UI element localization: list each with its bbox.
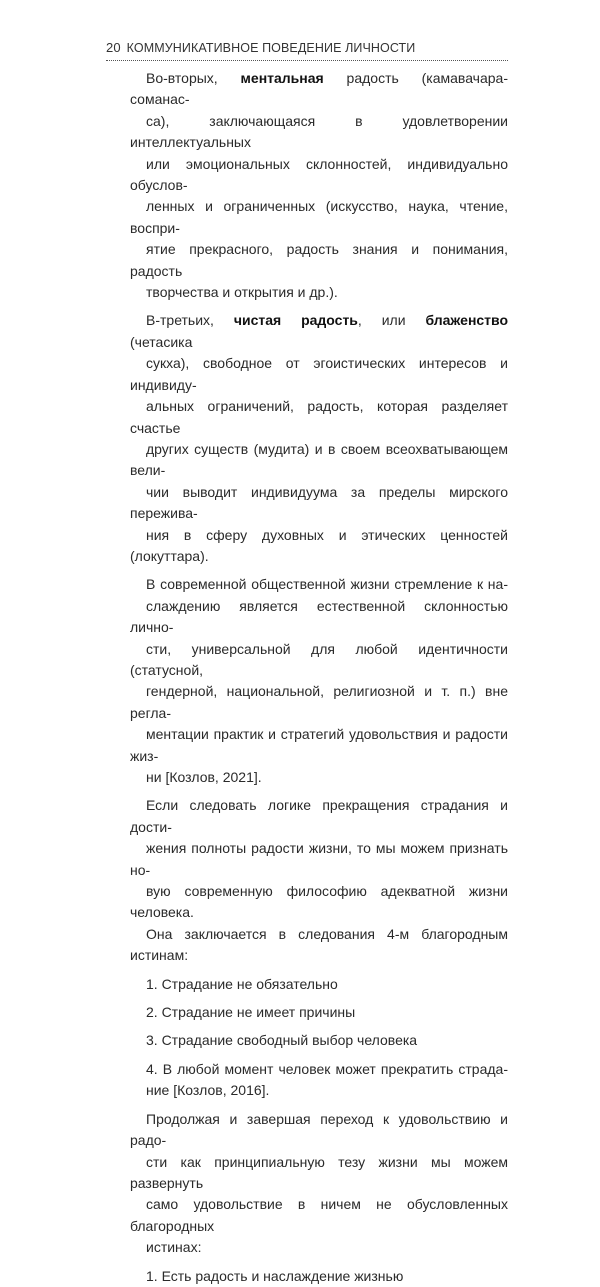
list-item: 1. Страдание не обязательно [146, 975, 338, 992]
paragraph-continuation: Продолжая и завершая переход к удовольствию и радо- сти как принципиальную тезу жизни мы можем развернуть само удовольствие в ничем не обусловленных благородных истинах: [130, 1110, 508, 1256]
paragraph-pure-joy: В-третьих, чистая радость, или блаженство (четасика сукха), свободное от эгоистических интересов и индивиду- альных ограничений, радость, которая разделяет счастье других существ (мудита) и в своем всеохватывающем вели- чии выводит индивидуума за пределы мирского пережива- ния в сферу духовных и этических ценностей (локуттара). [130, 312, 509, 564]
list-item: 1. Есть радость и наслаждение жизнью [146, 1267, 404, 1284]
paragraph-mental-joy: Во-вторых, ментальная радость (камавачара-соманас- са), заключающаяся в удовлетворении интеллектуальных или эмоциональных склонностей, индивидуально обуслов- ленных и ограниченных (искусство, наука, чтение, воспри- ятие прекрасного, радость знания и понимания, радость творчества и открытия и др.). [130, 70, 508, 301]
term-mental: ментальная [240, 70, 324, 86]
list-item: 3. Страдание свободный выбор человека [146, 1032, 418, 1049]
paragraph-philosophy: Если следовать логике прекращения страдания и дости- жения полноты радости жизни, то мы можем признать но- вую современную философию адекватной жизни человека. Она заключается в следования 4-м благородным истинам: [130, 797, 508, 964]
term-bliss: блаженство [425, 312, 509, 329]
running-header [106, 40, 508, 55]
header-divider [106, 60, 508, 61]
list-item: 4. В любой момент человек может прекратить страда- ние [Козлов, 2016]. [146, 1060, 508, 1099]
list-item: 2. Страдание не имеет причины [146, 1004, 356, 1021]
paragraph-modern-life: В современной общественной жизни стремление к на- слаждению является естественной склонностью лично- сти, универсальной для любой идентичности (статусной, гендерной, национальной, религиозной и т. п.) вне регла- ментации практик и стратегий удовольствия и радости жиз- ни [Козлов, 2021]. [130, 576, 508, 785]
running-title: КОММУНИКАТИВНОЕ ПОВЕДЕНИЕ ЛИЧНОСТИ [126, 41, 416, 55]
page-body [130, 68, 508, 1287]
term-pure-joy: чистая радость [233, 312, 358, 329]
page-number: 20 [106, 40, 121, 55]
